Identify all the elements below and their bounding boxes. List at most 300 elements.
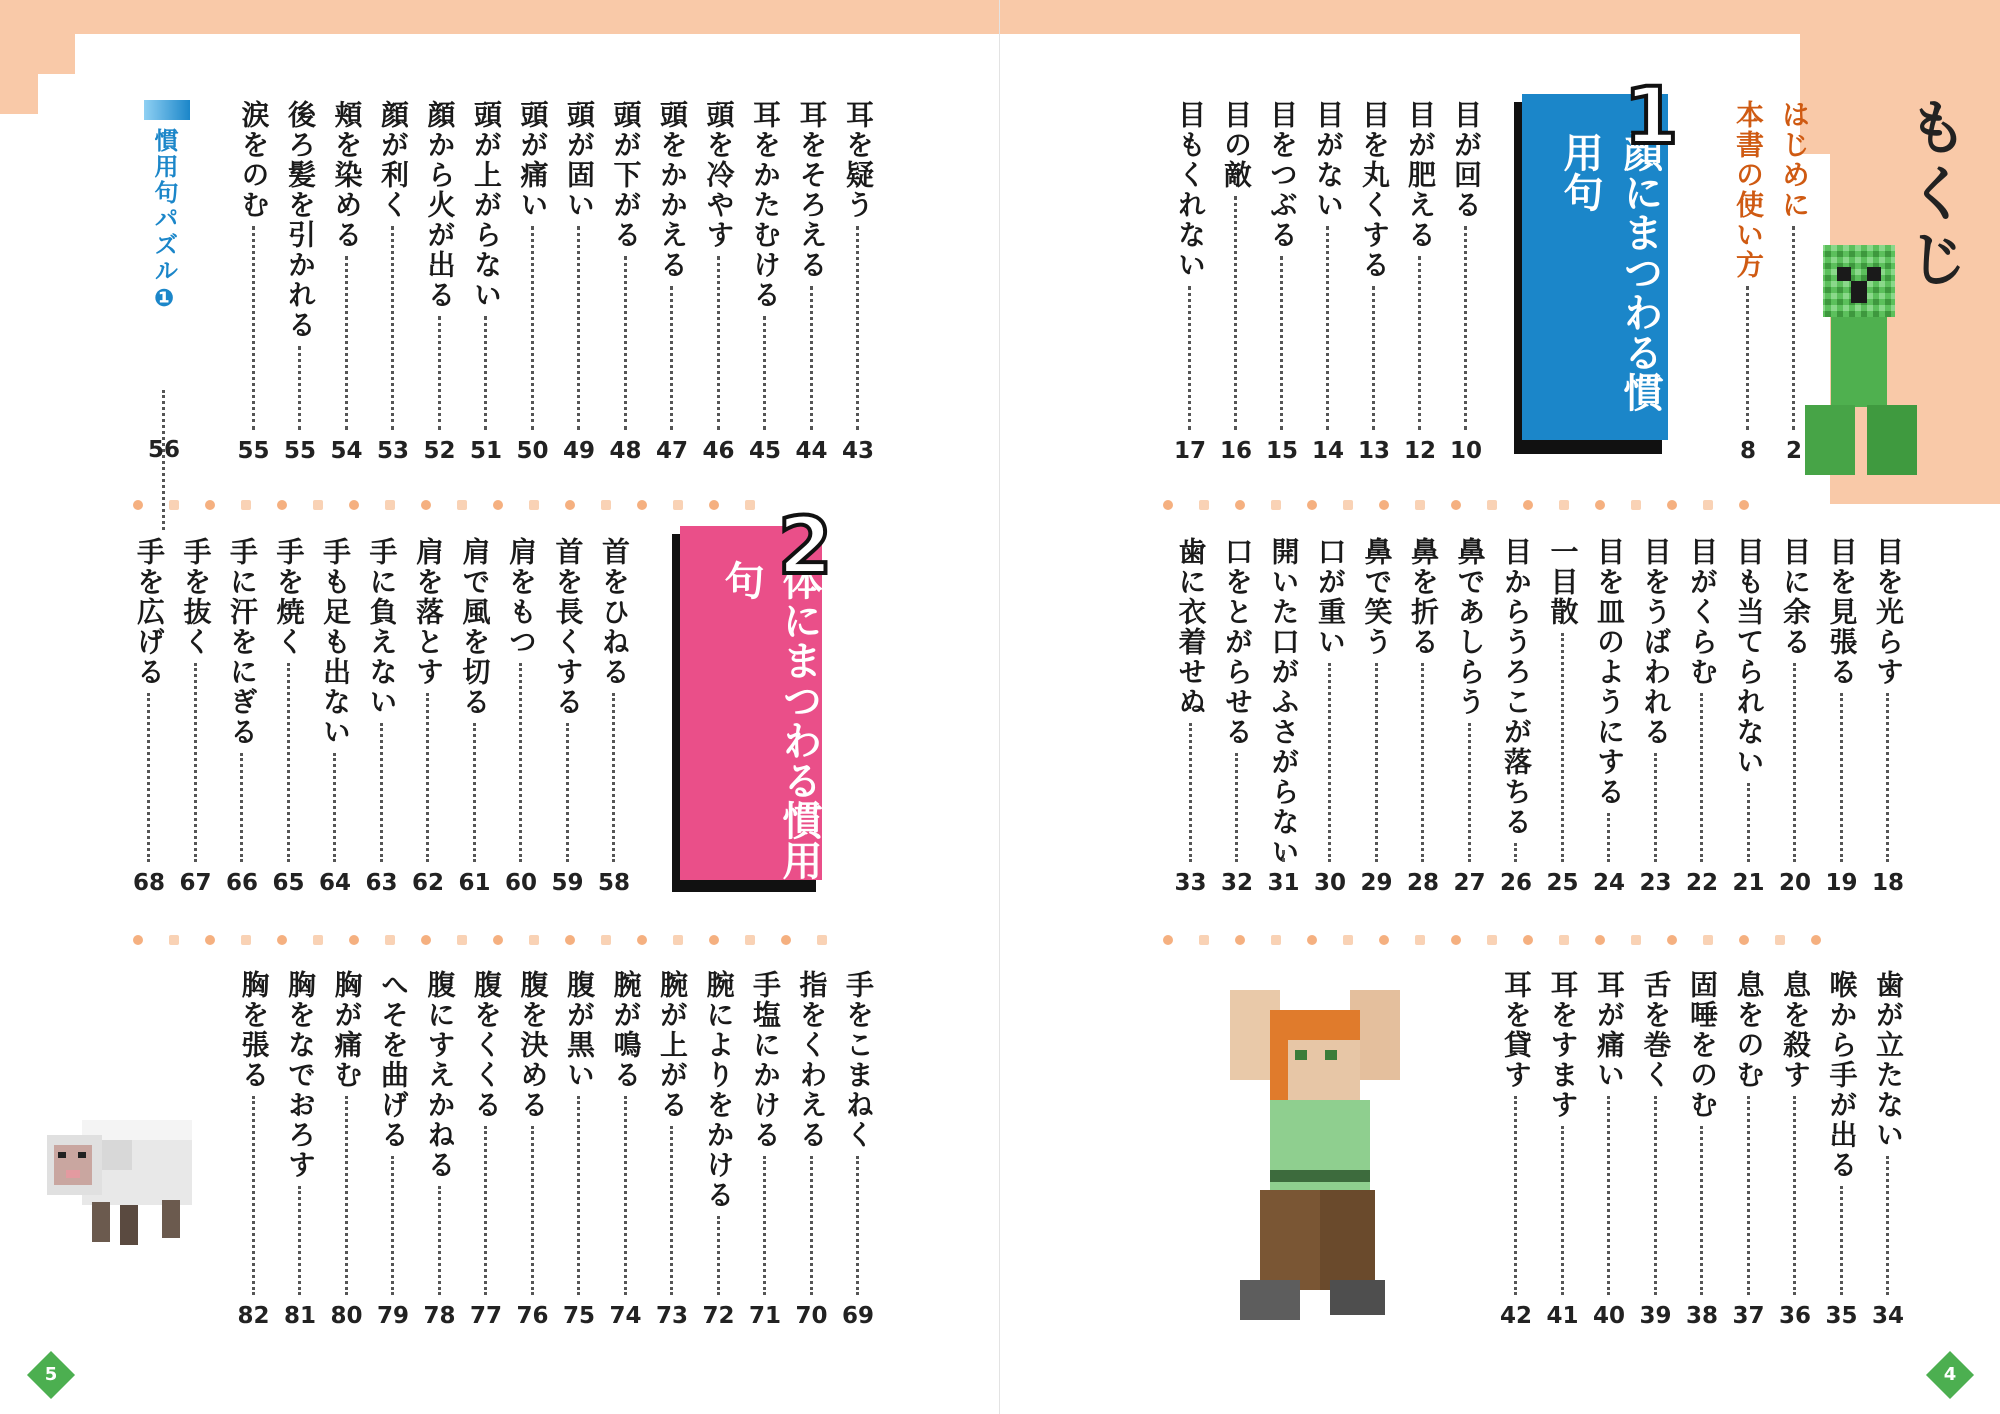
leader-dots bbox=[298, 346, 301, 430]
toc-entry-page: 49 bbox=[562, 438, 595, 464]
toc-entry[interactable] bbox=[1543, 970, 1583, 1390]
leader-dots bbox=[1747, 1096, 1750, 1295]
toc-entry-page: 19 bbox=[1825, 870, 1858, 896]
toc-entry[interactable] bbox=[1171, 537, 1211, 957]
leader-dots bbox=[1700, 1126, 1703, 1295]
leader-dots bbox=[1747, 783, 1750, 862]
toc-entry[interactable] bbox=[1262, 100, 1302, 520]
toc-entry[interactable] bbox=[1403, 537, 1443, 957]
separator bbox=[120, 495, 768, 511]
leader-dots bbox=[1189, 723, 1192, 862]
toc-entry[interactable] bbox=[373, 970, 413, 1390]
toc-entry-page: 70 bbox=[795, 1303, 828, 1329]
chapter1-heading bbox=[1508, 72, 1679, 460]
toc-entry-title: 目がくらむ bbox=[1686, 537, 1719, 687]
toc-entry-page: 55 bbox=[237, 438, 270, 464]
toc-entry-title: 顔から火が出る bbox=[423, 100, 457, 310]
toc-entry-page: 44 bbox=[795, 438, 828, 464]
toc-entry-page: 74 bbox=[609, 1303, 642, 1329]
toc-entry-page: 18 bbox=[1871, 870, 1904, 896]
toc-entry-title: 手をこまねく bbox=[842, 970, 875, 1150]
toc-entry-title: 目を丸くする bbox=[1358, 100, 1391, 280]
toc-entry[interactable] bbox=[559, 970, 599, 1390]
toc-entry-title: 歯に衣着せぬ bbox=[1174, 537, 1208, 717]
toc-entry[interactable] bbox=[745, 100, 785, 520]
toc-entry[interactable] bbox=[1496, 970, 1536, 1390]
chapter1-number: 1 bbox=[1624, 72, 1679, 162]
leader-dots bbox=[484, 1126, 487, 1295]
toc-entry-page: 12 bbox=[1403, 438, 1436, 464]
toc-entry-title: 目も当てられない bbox=[1732, 537, 1766, 777]
toc-entry-page: 43 bbox=[841, 438, 874, 464]
top-frame bbox=[1000, 0, 2000, 34]
toc-entry-page: 39 bbox=[1639, 1303, 1672, 1329]
leader-dots bbox=[484, 316, 487, 430]
toc-entry[interactable] bbox=[513, 970, 553, 1390]
toc-entry[interactable] bbox=[234, 970, 274, 1390]
toc-entry[interactable] bbox=[1216, 100, 1256, 520]
toc-entry-page: 69 bbox=[841, 1303, 874, 1329]
toc-entry[interactable] bbox=[559, 100, 599, 520]
leader-dots bbox=[1514, 1096, 1517, 1295]
toc-entry-title: 後ろ髪を引かれる bbox=[284, 100, 317, 340]
toc-entry[interactable] bbox=[420, 970, 460, 1390]
leader-dots bbox=[252, 1096, 255, 1295]
toc-entry-title: 本書の使い方 bbox=[1732, 100, 1765, 280]
toc-entry-title: 耳をすます bbox=[1546, 970, 1580, 1120]
separator bbox=[1150, 930, 1834, 946]
toc-entry-title: 喉から手が出る bbox=[1825, 970, 1859, 1180]
leader-dots bbox=[1840, 1186, 1843, 1295]
toc-entry-title: 手に汗をにぎる bbox=[226, 537, 259, 747]
leader-dots bbox=[1792, 226, 1795, 430]
toc-entry-page: 25 bbox=[1546, 870, 1579, 896]
toc-entry-page: 54 bbox=[330, 438, 363, 464]
toc-entry[interactable] bbox=[1868, 970, 1908, 1390]
leader-dots bbox=[810, 1156, 813, 1295]
toc-entry-title: はじめに bbox=[1778, 100, 1811, 220]
toc-entry-page: 26 bbox=[1499, 870, 1532, 896]
toc-entry-title: 頭が上がらない bbox=[470, 100, 503, 310]
leader-dots bbox=[1235, 753, 1238, 862]
toc-entry-page: 24 bbox=[1592, 870, 1625, 896]
leader-dots bbox=[1421, 663, 1424, 862]
toc-entry-title: 歯が立たない bbox=[1872, 970, 1905, 1150]
toc-entry-title: 腹をくくる bbox=[470, 970, 503, 1120]
toc-entry[interactable] bbox=[362, 537, 402, 957]
leader-dots bbox=[473, 723, 476, 862]
toc-entry-page: 16 bbox=[1219, 438, 1252, 464]
leader-dots bbox=[1561, 1126, 1564, 1295]
leader-dots bbox=[1793, 1096, 1796, 1295]
toc-entry-title: 肩で風を切る bbox=[458, 537, 492, 717]
leader-dots bbox=[612, 693, 615, 862]
toc-entry-title: 目を見張る bbox=[1825, 537, 1859, 687]
toc-entry-title: 胸が痛む bbox=[330, 970, 364, 1090]
toc-entry-title: 頭が下がる bbox=[609, 100, 643, 250]
toc-entry-page: 41 bbox=[1546, 1303, 1579, 1329]
toc-entry-title: 手に負えない bbox=[365, 537, 399, 717]
chapter1-title: 顔にまつわる慣用句 bbox=[1557, 132, 1663, 412]
page-number-right: 4 bbox=[1943, 1364, 1957, 1385]
toc-entry-title: 涙をのむ bbox=[237, 100, 271, 220]
toc-entry[interactable] bbox=[1264, 537, 1304, 957]
toc-entry-page: 47 bbox=[655, 438, 688, 464]
toc-entry-title: 目の敵 bbox=[1220, 100, 1253, 190]
leader-dots bbox=[438, 1186, 441, 1295]
toc-entry-page: 77 bbox=[469, 1303, 502, 1329]
toc-entry[interactable] bbox=[1170, 100, 1210, 520]
toc-entry[interactable] bbox=[1450, 537, 1490, 957]
leader-dots bbox=[1514, 843, 1517, 862]
toc-entry-title: 腕が鳴る bbox=[609, 970, 643, 1090]
leader-dots bbox=[1607, 813, 1610, 862]
leader-dots bbox=[298, 1186, 301, 1295]
toc-entry[interactable] bbox=[176, 537, 216, 957]
toc-entry-page: 55 bbox=[283, 438, 316, 464]
toc-entry-title: 口をとがらせる bbox=[1221, 537, 1254, 747]
leader-dots bbox=[1886, 693, 1889, 862]
toc-entry[interactable] bbox=[1310, 537, 1350, 957]
toc-entry[interactable] bbox=[1822, 537, 1862, 957]
leader-dots bbox=[763, 1156, 766, 1295]
leader-dots bbox=[1328, 663, 1331, 862]
toc-entry[interactable] bbox=[792, 970, 832, 1390]
toc-entry-title: 胸をなでおろす bbox=[284, 970, 317, 1180]
toc-entry[interactable] bbox=[594, 537, 634, 957]
toc-entry-title: 目をつぶる bbox=[1266, 100, 1299, 250]
toc-entry[interactable] bbox=[280, 100, 320, 520]
toc-entry-title: 頬を染める bbox=[330, 100, 364, 250]
toc-entry-page: 67 bbox=[179, 870, 212, 896]
toc-entry[interactable] bbox=[1446, 100, 1486, 520]
toc-entry[interactable] bbox=[1589, 970, 1629, 1390]
toc-entry-page: 34 bbox=[1871, 1303, 1904, 1329]
toc-entry[interactable] bbox=[1400, 100, 1440, 520]
toc-entry[interactable] bbox=[1868, 537, 1908, 957]
toc-entry[interactable] bbox=[838, 970, 878, 1390]
leader-dots bbox=[717, 256, 720, 430]
toc-entry-title: 腹にすえかねる bbox=[423, 970, 457, 1180]
leader-dots bbox=[670, 286, 673, 430]
toc-entry-title: 頭が痛い bbox=[516, 100, 550, 220]
leader-dots bbox=[1654, 1096, 1657, 1295]
chapter2-number: 2 bbox=[778, 502, 833, 592]
toc-entry[interactable] bbox=[1775, 970, 1815, 1390]
separator bbox=[120, 930, 840, 946]
puzzle-bar bbox=[144, 100, 190, 120]
leader-dots bbox=[1234, 196, 1237, 430]
leader-dots bbox=[240, 753, 243, 862]
chapter2-heading bbox=[664, 502, 833, 894]
toc-entry[interactable] bbox=[1682, 537, 1722, 957]
toc-entry-page: 60 bbox=[504, 870, 537, 896]
leader-dots bbox=[1793, 663, 1796, 862]
toc-entry-title: 肩を落とす bbox=[412, 537, 445, 687]
toc-entry-page: 76 bbox=[516, 1303, 549, 1329]
toc-entry[interactable] bbox=[420, 100, 460, 520]
toc-entry-page: 80 bbox=[330, 1303, 363, 1329]
leader-dots bbox=[1561, 633, 1564, 862]
toc-entry[interactable] bbox=[1729, 970, 1769, 1390]
toc-entry-title: 耳が痛い bbox=[1593, 970, 1626, 1090]
leader-dots bbox=[345, 1096, 348, 1295]
chapter2-title: 体にまつわる慣用句 bbox=[718, 560, 822, 880]
leader-dots bbox=[438, 316, 441, 430]
toc-entry-page: 51 bbox=[469, 438, 502, 464]
leader-dots bbox=[1607, 1096, 1610, 1295]
top-frame bbox=[0, 0, 1000, 34]
right-page bbox=[1000, 0, 2000, 1414]
toc-entry-page: 30 bbox=[1313, 870, 1346, 896]
toc-entry[interactable] bbox=[327, 970, 367, 1390]
toc-entry-title: 耳をかたむける bbox=[749, 100, 782, 310]
toc-entry[interactable] bbox=[1496, 537, 1536, 957]
toc-entry-title: 固唾をのむ bbox=[1686, 970, 1719, 1120]
toc-entry[interactable] bbox=[1729, 537, 1769, 957]
toc-entry[interactable] bbox=[455, 537, 495, 957]
toc-entry-page: 13 bbox=[1357, 438, 1390, 464]
leader-dots bbox=[566, 723, 569, 862]
toc-entry[interactable] bbox=[280, 970, 320, 1390]
toc-entry[interactable] bbox=[699, 100, 739, 520]
toc-entry[interactable] bbox=[792, 100, 832, 520]
toc-entry-page: 46 bbox=[702, 438, 735, 464]
toc-entry[interactable] bbox=[1636, 537, 1676, 957]
toc-entry-page: 17 bbox=[1173, 438, 1206, 464]
leader-dots bbox=[1282, 850, 1285, 862]
toc-entry-page: 27 bbox=[1453, 870, 1486, 896]
toc-entry[interactable] bbox=[1308, 100, 1348, 520]
leader-dots bbox=[345, 256, 348, 430]
leader-dots bbox=[1418, 256, 1421, 430]
toc-entry-title: 目がない bbox=[1312, 100, 1345, 220]
leader-dots bbox=[287, 663, 290, 862]
leader-dots bbox=[1188, 286, 1191, 430]
leader-dots bbox=[1464, 226, 1467, 430]
toc-entry-title: 耳をそろえる bbox=[795, 100, 829, 280]
leader-dots bbox=[519, 663, 522, 862]
toc-entry-title: 首を長くする bbox=[551, 537, 585, 717]
leader-dots bbox=[670, 1126, 673, 1295]
alex-illustration bbox=[1200, 980, 1430, 1330]
toc-entry[interactable] bbox=[269, 537, 309, 957]
toc-entry-title: 開いた口がふさがらない bbox=[1267, 537, 1301, 867]
leader-dots bbox=[1886, 1156, 1889, 1295]
toc-entry-page: 14 bbox=[1311, 438, 1344, 464]
toc-entry[interactable] bbox=[1636, 970, 1676, 1390]
sheep-illustration bbox=[42, 1090, 212, 1260]
toc-entry-page: 65 bbox=[272, 870, 305, 896]
toc-entry-title: 息を殺す bbox=[1779, 970, 1812, 1090]
toc-entry-title: 目をうばわれる bbox=[1639, 537, 1673, 747]
toc-entry-page: 32 bbox=[1220, 870, 1253, 896]
toc-entry-page: 75 bbox=[562, 1303, 595, 1329]
toc-entry-page: 68 bbox=[132, 870, 165, 896]
toc-entry-title: 目もくれない bbox=[1174, 100, 1207, 280]
leader-dots bbox=[252, 226, 255, 430]
toc-entry[interactable] bbox=[327, 100, 367, 520]
toc-entry-title: 手を広げる bbox=[133, 537, 166, 687]
leader-dots bbox=[380, 723, 383, 862]
toc-entry[interactable] bbox=[652, 970, 692, 1390]
toc-entry[interactable] bbox=[1354, 100, 1394, 520]
leader-dots bbox=[763, 316, 766, 430]
toc-entry-page: 45 bbox=[748, 438, 781, 464]
toc-entry-page: 66 bbox=[225, 870, 258, 896]
toc-entry-page: 48 bbox=[609, 438, 642, 464]
toc-entry-page: 79 bbox=[376, 1303, 409, 1329]
toc-entry[interactable] bbox=[548, 537, 588, 957]
leader-dots bbox=[391, 226, 394, 430]
toc-entry[interactable] bbox=[1357, 537, 1397, 957]
toc-entry-title: 一目散 bbox=[1546, 537, 1580, 627]
toc-entry[interactable] bbox=[1543, 537, 1583, 957]
toc-entry[interactable] bbox=[408, 537, 448, 957]
toc-entry[interactable] bbox=[466, 970, 506, 1390]
toc-entry-title: 肩をもつ bbox=[505, 537, 538, 657]
toc-entry-page: 20 bbox=[1778, 870, 1811, 896]
leader-dots bbox=[531, 226, 534, 430]
toc-entry-page: 58 bbox=[597, 870, 630, 896]
toc-entry[interactable] bbox=[745, 970, 785, 1390]
toc-entry-title: 腕によりをかける bbox=[702, 970, 736, 1210]
toc-entry-page: 59 bbox=[551, 870, 584, 896]
toc-entry[interactable] bbox=[466, 100, 506, 520]
toc-entry-title: 手塩にかける bbox=[749, 970, 782, 1150]
toc-entry-page: 21 bbox=[1732, 870, 1765, 896]
leader-dots bbox=[1840, 693, 1843, 862]
leader-dots bbox=[1375, 663, 1378, 862]
toc-entry-title: 腹を決める bbox=[516, 970, 550, 1120]
leader-dots bbox=[194, 663, 197, 862]
toc-entry-page: 78 bbox=[423, 1303, 456, 1329]
toc-entry[interactable] bbox=[315, 537, 355, 957]
toc-entry-title: 手を焼く bbox=[272, 537, 306, 657]
toc-entry-title: 目に余る bbox=[1779, 537, 1812, 657]
toc-entry[interactable] bbox=[838, 100, 878, 520]
toc-entry-page: 15 bbox=[1265, 438, 1298, 464]
toc-entry-page: 33 bbox=[1174, 870, 1207, 896]
toc-entry-title: 腹が黒い bbox=[563, 970, 596, 1090]
toc-entry[interactable] bbox=[699, 970, 739, 1390]
toc-entry-page: 63 bbox=[365, 870, 398, 896]
toc-entry-title: 手を抜く bbox=[179, 537, 213, 657]
separator bbox=[1150, 495, 1762, 511]
toc-entry-title: 頭をかかえる bbox=[656, 100, 689, 280]
toc-entry-page: 50 bbox=[516, 438, 549, 464]
leader-dots bbox=[1326, 226, 1329, 430]
toc-entry[interactable] bbox=[373, 100, 413, 520]
leader-dots bbox=[810, 286, 813, 430]
toc-entry-page: 53 bbox=[376, 438, 409, 464]
toc-entry-title: 腕が上がる bbox=[656, 970, 689, 1120]
toc-entry[interactable] bbox=[234, 100, 274, 520]
toc-entry-title: 鼻で笑う bbox=[1360, 537, 1394, 657]
toc-entry-title: 顔が利く bbox=[377, 100, 410, 220]
toc-entry-title: 指をくわえる bbox=[795, 970, 829, 1150]
leader-dots bbox=[1468, 723, 1471, 862]
toc-entry-page: 31 bbox=[1267, 870, 1300, 896]
toc-entry-page: 37 bbox=[1732, 1303, 1765, 1329]
leader-dots bbox=[426, 693, 429, 862]
toc-entry-page: 82 bbox=[237, 1303, 270, 1329]
toc-entry-page: 35 bbox=[1825, 1303, 1858, 1329]
toc-entry-page: 36 bbox=[1778, 1303, 1811, 1329]
toc-entry[interactable] bbox=[222, 537, 262, 957]
toc-entry[interactable] bbox=[1775, 537, 1815, 957]
frame-step bbox=[0, 74, 38, 114]
leader-dots bbox=[577, 1096, 580, 1295]
puzzle-entry[interactable] bbox=[144, 100, 184, 463]
toc-entry-title: 頭を冷やす bbox=[702, 100, 736, 250]
toc-entry[interactable] bbox=[1728, 100, 1768, 520]
leader-dots bbox=[624, 256, 627, 430]
toc-entry-page: 64 bbox=[318, 870, 351, 896]
toc-entry-title: 胸を張る bbox=[237, 970, 271, 1090]
toc-entry-page: 10 bbox=[1449, 438, 1482, 464]
toc-entry-title: 頭が固い bbox=[563, 100, 596, 220]
leader-dots bbox=[1280, 256, 1283, 430]
toc-entry-title: 舌を巻く bbox=[1639, 970, 1673, 1090]
toc-entry-title: 耳を疑う bbox=[842, 100, 875, 220]
toc-entry-page: 29 bbox=[1360, 870, 1393, 896]
toc-entry[interactable] bbox=[606, 970, 646, 1390]
toc-entry[interactable] bbox=[1217, 537, 1257, 957]
toc-entry-page: 73 bbox=[655, 1303, 688, 1329]
toc-entry[interactable] bbox=[129, 537, 169, 957]
toc-entry[interactable] bbox=[513, 100, 553, 520]
puzzle-title: 慣用句パズル❶ bbox=[150, 128, 178, 314]
page-number-left: 5 bbox=[44, 1364, 58, 1385]
toc-entry[interactable] bbox=[1589, 537, 1629, 957]
toc-entry[interactable] bbox=[1682, 970, 1722, 1390]
toc-entry-title: 目からうろこが落ちる bbox=[1500, 537, 1533, 837]
leader-dots bbox=[856, 226, 859, 430]
leader-dots bbox=[391, 1156, 394, 1295]
toc-entry-title: 目が肥える bbox=[1404, 100, 1437, 250]
toc-entry-title: 目を光らす bbox=[1872, 537, 1905, 687]
leader-dots bbox=[1654, 753, 1657, 862]
toc-entry-page: 42 bbox=[1499, 1303, 1532, 1329]
toc-entry-page: 8 bbox=[1739, 438, 1756, 464]
toc-entry[interactable] bbox=[501, 537, 541, 957]
toc-entry-page: 23 bbox=[1639, 870, 1672, 896]
frame-step bbox=[0, 34, 75, 74]
toc-entry-page: 40 bbox=[1592, 1303, 1625, 1329]
toc-entry-page: 71 bbox=[748, 1303, 781, 1329]
page-title: もくじ bbox=[1898, 96, 1968, 294]
leader-dots bbox=[1746, 286, 1749, 430]
toc-entry-page: 52 bbox=[423, 438, 456, 464]
toc-entry-page: 61 bbox=[458, 870, 491, 896]
toc-entry[interactable] bbox=[1822, 970, 1862, 1390]
toc-entry-title: 口が重い bbox=[1314, 537, 1347, 657]
leader-dots bbox=[333, 753, 336, 862]
toc-entry-page: 22 bbox=[1685, 870, 1718, 896]
leader-dots bbox=[531, 1126, 534, 1295]
toc-entry[interactable] bbox=[652, 100, 692, 520]
toc-entry-page: 28 bbox=[1406, 870, 1439, 896]
toc-entry-title: 耳を貸す bbox=[1500, 970, 1533, 1090]
leader-dots bbox=[624, 1096, 627, 1295]
toc-entry[interactable] bbox=[1774, 100, 1814, 520]
leader-dots bbox=[717, 1216, 720, 1295]
toc-entry-title: 手も足も出ない bbox=[319, 537, 352, 747]
toc-entry[interactable] bbox=[606, 100, 646, 520]
leader-dots bbox=[856, 1156, 859, 1295]
toc-entry-title: 息をのむ bbox=[1732, 970, 1766, 1090]
